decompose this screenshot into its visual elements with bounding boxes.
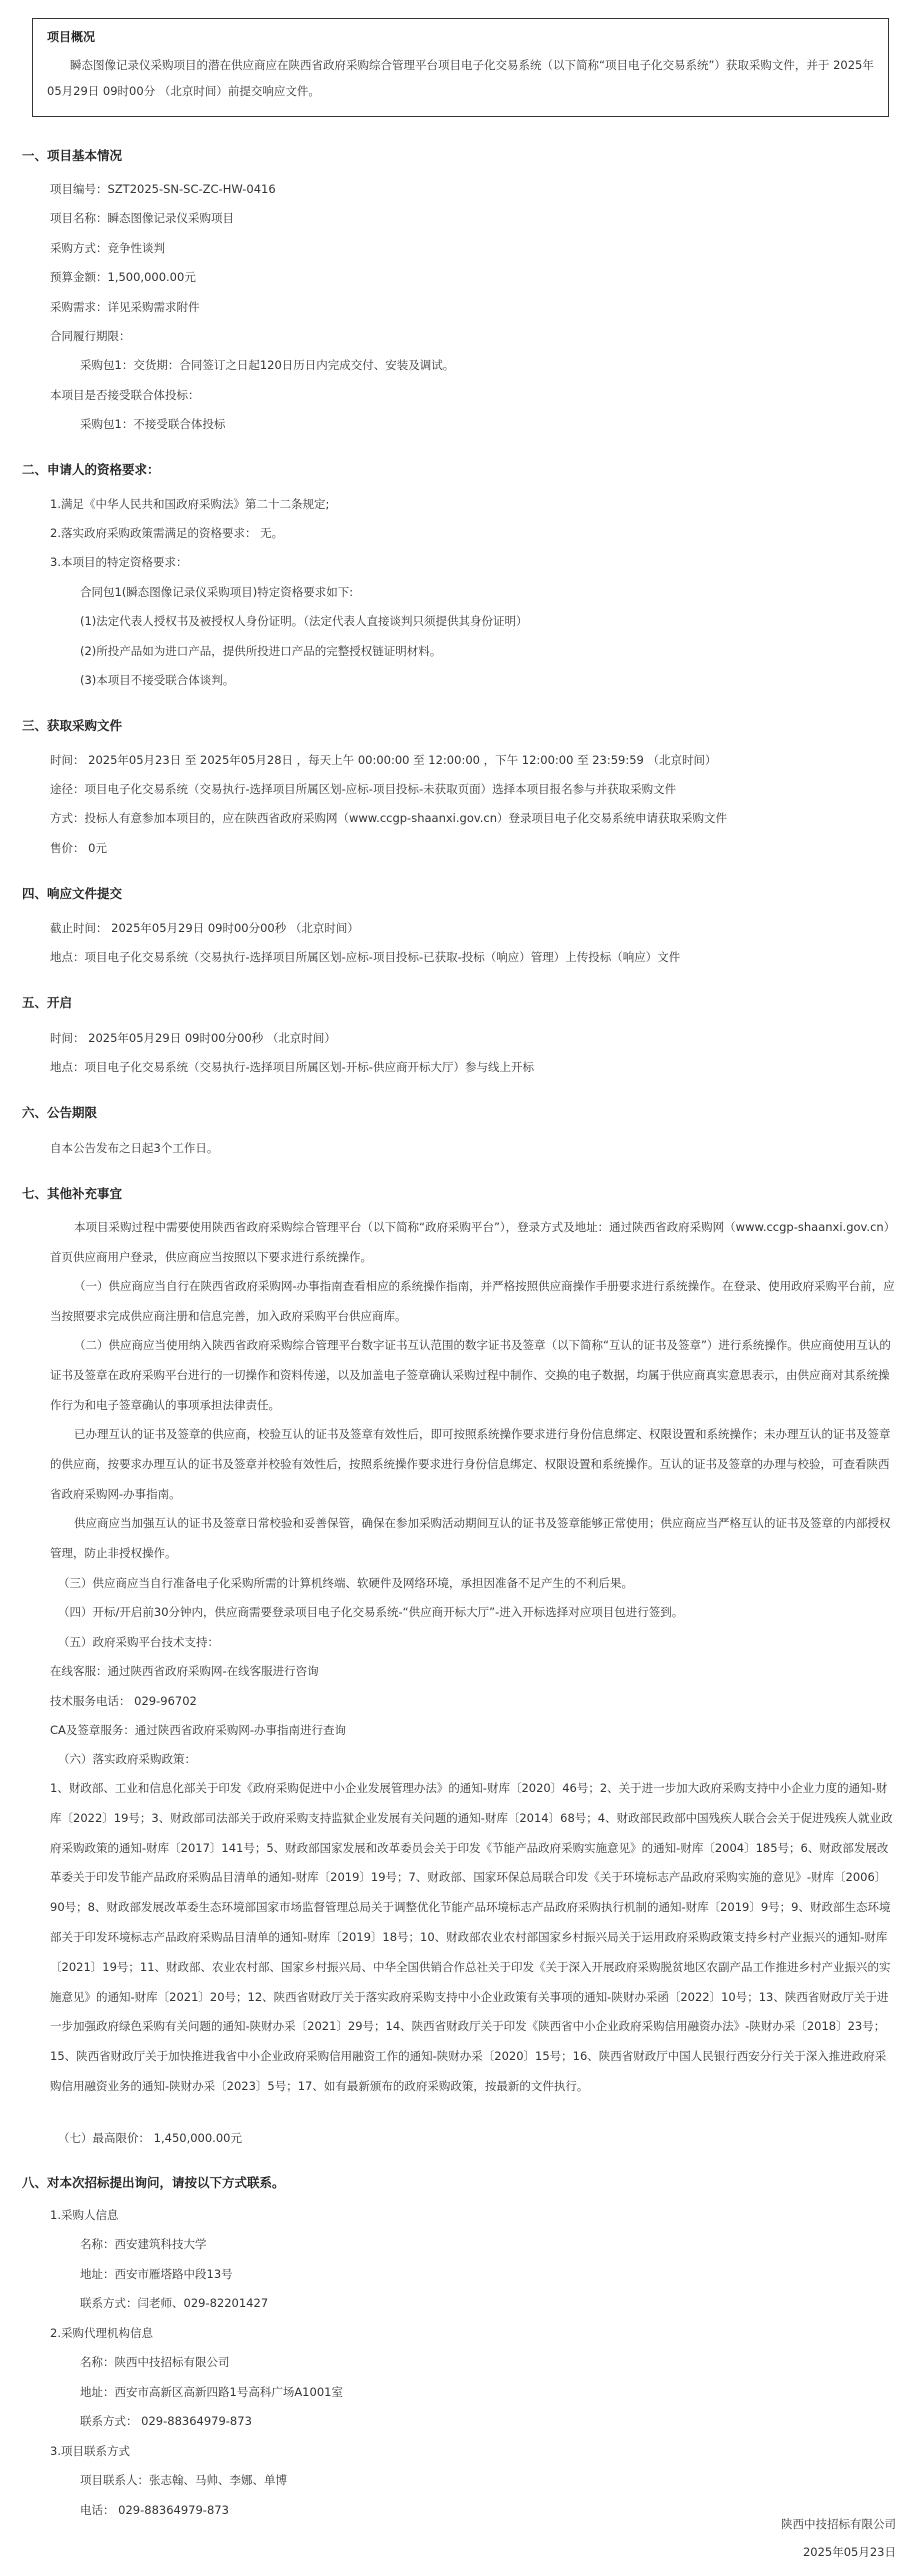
policy-list: 1、财政部、工业和信息化部关于印发《政府采购促进中小企业发展管理办法》的通知-财库〔2020〕46号；2、关于进一步加大政府采购支持中小企业力度的通知-财库〔2022〕19号；3、财政部司法部关于政府采购支持监狱企业发展有关问题的通知-财库〔2014〕68号；4、财政部民政部中国残疾人联合会关于促进残疾人就业政府采购政策的通知-财库〔2017〕141号；5、财政部国家发展和改革委员会关于印发《节能产品政府采购实施意见》的通知-财库〔2004〕185号；6、财政部发展改革委关于印发节能产品政府采购品目清单的通知-财库〔2019〕19号；7、财政部、国家环保总局联合印发《关于环境标志产品政府采购实施的意见》-财库〔2006〕90号；8、财政部发展改革委生态环境部国家市场监督管理总局关于调整优化节能产品环境标志产品政府采购执行机制的通知-财库〔2019〕9号；9、财政部生态环境部关于印发环境标志产品政府采购品目清单的通知-财库〔2019〕18号；10、财政部农业农村部国家乡村振兴局关于运用政府采购政策支持乡村产业振兴的通知-财库〔2021〕19号；11、财政部、农业农村部、国家乡村振兴局、中华全国供销合作总社关于印发《关于深入开展政府采购脱贫地区农副产品工作推进乡村产业振兴的实施意见》的通知-财库〔2021〕20号；12、陕西省财政厅关于落实政府采购支持中小企业政策有关事项的通知-陕财办采函〔2022〕10号；13、陕西省财政厅关于进一步加强政府绿色采购有关问题的通知-陕财办采〔2021〕29号；14、陕西省财政厅关于印发《陕西省中小企业政府采购信用融资办法》-陕财办采〔2018〕23号；15、陕西省财政厅关于加快推进我省中小企业政府采购信用融资工作的通知-陕财办采〔2020〕15号；16、陕西省财政厅中国人民银行西安分行关于深入推进政府采购信用融资业务的通知-陕财办采〔2023〕5号；17、如有最新颁布的政府采购政策，按最新的文件执行。 <box>50 1781 893 2093</box>
submission-deadline: 截止时间： 2025年05月29日 09时00分00秒 （北京时间） <box>50 921 359 935</box>
consortium-package1: 采购包1：不接受联合体投标 <box>80 417 226 431</box>
section-6-heading: 六、公告期限 <box>22 1105 98 1120</box>
section-8-heading: 八、对本次招标提出询问，请按以下方式联系。 <box>22 2175 285 2190</box>
supplement-item-5: （五）政府采购平台技术支持： <box>58 1635 219 1649</box>
tech-support-phone: 技术服务电话： 029-96702 <box>50 1694 197 1708</box>
agent-info-title: 2.采购代理机构信息 <box>50 2326 153 2340</box>
buyer-contact: 联系方式：闫老师、029-82201427 <box>80 2296 269 2310</box>
section-4-heading: 四、响应文件提交 <box>22 886 123 901</box>
announcement-period: 自本公告发布之日起3个工作日。 <box>50 1141 219 1155</box>
agent-contact: 联系方式： 029-88364979-873 <box>80 2414 252 2428</box>
package1-specific-requirements: 合同包1(瞬态图像记录仪采购项目)特定资格要求如下: <box>80 585 354 599</box>
agent-name: 名称：陕西中技招标有限公司 <box>80 2355 230 2369</box>
max-price: （七）最高限价： 1,450,000.00元 <box>58 2131 242 2145</box>
qualification-2: 2.落实政府采购政策需满足的资格要求： 无。 <box>50 526 284 540</box>
obtain-time: 时间： 2025年05月23日 至 2025年05月28日 ，每天上午 00:00:00 至 12:00:00 ，下午 12:00:00 至 23:59:59 （北京时间） <box>50 753 717 767</box>
project-contact-title: 3.项目联系方式 <box>50 2444 130 2458</box>
specific-requirement-2: (2)所投产品如为进口产品，提供所投进口产品的完整授权链证明材料。 <box>80 644 442 658</box>
agent-address: 地址：西安市高新区高新四路1号高科广场A1001室 <box>80 2385 343 2399</box>
contract-term-package1: 采购包1：交货期：合同签订之日起120日历日内完成交付、安装及调试。 <box>80 358 455 372</box>
section-2-heading: 二、申请人的资格要求： <box>22 462 160 477</box>
specific-requirement-1: (1)法定代表人授权书及被授权人身份证明。（法定代表人直接谈判只须提供其身份证明） <box>80 614 528 628</box>
signature-org: 陕西中技招标有限公司 <box>781 2517 896 2531</box>
project-contact-phone: 电话： 029-88364979-873 <box>80 2503 229 2517</box>
obtain-channel: 途径：项目电子化交易系统（交易执行-选择项目所属区划-应标-项目投标-未获取页面）选择本项目报名参与并获取采购文件 <box>50 782 677 796</box>
supplement-item-6: （六）落实政府采购政策： <box>58 1752 196 1766</box>
project-contact-persons: 项目联系人：张志翰、马帅、李娜、单博 <box>80 2473 287 2487</box>
obtain-method: 方式：投标人有意参加本项目的，应在陕西省政府采购网（www.ccgp-shaanxi.gov.cn）登录项目电子化交易系统申请获取采购文件 <box>50 811 728 825</box>
qualification-3: 3.本项目的特定资格要求： <box>50 555 188 569</box>
overview-title: 项目概况 <box>47 30 96 44</box>
opening-location: 地点：项目电子化交易系统（交易执行-选择项目所属区划-开标-供应商开标大厅）参与线上开标 <box>50 1060 534 1074</box>
ca-signature-service: CA及签章服务：通过陕西省政府采购网-办事指南进行查询 <box>50 1723 347 1737</box>
project-overview-box <box>32 18 889 117</box>
supplement-item-3: （三）供应商应当自行准备电子化采购所需的计算机终端、软硬件及网络环境，承担因准备不足产生的不利后果。 <box>58 1576 633 1590</box>
consortium-label: 本项目是否接受联合体投标： <box>50 388 200 402</box>
supplement-paragraph-1: 本项目采购过程中需要使用陕西省政府采购综合管理平台（以下简称“政府采购平台”），登录方式及地址：通过陕西省政府采购网（www.ccgp-shaanxi.gov.cn）首页供应商用户登录，供应商应当按照以下要求进行系统操作。 <box>50 1220 896 1264</box>
specific-requirement-3: (3)本项目不接受联合体谈判。 <box>80 673 235 687</box>
procurement-method: 采购方式：竞争性谈判 <box>50 241 165 255</box>
qualification-1: 1.满足《中华人民共和国政府采购法》第二十二条规定; <box>50 497 330 511</box>
section-5-heading: 五、开启 <box>22 995 73 1010</box>
supplement-paragraph-5: 供应商应当加强互认的证书及签章日常校验和妥善保管，确保在参加采购活动期间互认的证书及签章能够正常使用；供应商应当严格互认的证书及签章的内部授权管理，防止非授权操作。 <box>50 1516 891 1560</box>
contract-term-label: 合同履行期限： <box>50 329 131 343</box>
submission-location: 地点：项目电子化交易系统（交易执行-选择项目所属区划-应标-项目投标-已获取-投标（响应）管理）上传投标（响应）文件 <box>50 950 681 964</box>
section-7-heading: 七、其他补充事宜 <box>22 1186 123 1201</box>
section-1-heading: 一、项目基本情况 <box>22 148 123 163</box>
signature-date: 2025年05月23日 <box>802 2545 896 2559</box>
document-price: 售价： 0元 <box>50 841 107 855</box>
buyer-address: 地址：西安市雁塔路中段13号 <box>80 2267 233 2281</box>
budget-amount: 预算金额：1,500,000.00元 <box>50 270 196 284</box>
project-name: 项目名称：瞬态图像记录仪采购项目 <box>50 211 234 225</box>
supplement-paragraph-4: 已办理互认的证书及签章的供应商，校验互认的证书及签章有效性后，即可按照系统操作要求进行身份信息绑定、权限设置和系统操作；未办理互认的证书及签章的供应商，按要求办理互认的证书及签章并校验有效性后，按照系统操作要求进行身份信息绑定、权限设置和系统操作。互认的证书及签章的办理与校验，可查看陕西省政府采购网-办事指南。 <box>50 1427 891 1501</box>
opening-time: 时间： 2025年05月29日 09时00分00秒 （北京时间） <box>50 1031 336 1045</box>
supplement-paragraph-3: （二）供应商应当使用纳入陕西省政府采购综合管理平台数字证书互认范围的数字证书及签章（以下简称“互认的证书及签章”）进行系统操作。供应商使用互认的证书及签章在政府采购平台进行的一切操作和资料传递，以及加盖电子签章确认采购过程中制作、交换的电子数据，均属于供应商真实意思表示，由供应商对其系统操作行为和电子签章确认的事项承担法律责任。 <box>50 1338 891 1412</box>
supplement-paragraph-2: （一）供应商应当自行在陕西省政府采购网-办事指南查看相应的系统操作指南，并严格按照供应商操作手册要求进行系统操作。在登录、使用政府采购平台前，应当按照要求完成供应商注册和信息完善，加入政府采购平台供应商库。 <box>50 1279 895 1323</box>
online-service: 在线客服：通过陕西省政府采购网-在线客服进行咨询 <box>50 1664 319 1678</box>
project-number: 项目编号：SZT2025-SN-SC-ZC-HW-0416 <box>50 182 276 196</box>
supplement-item-4: （四）开标/开启前30分钟内，供应商需要登录项目电子化交易系统-“供应商开标大厅”-进入开标选择对应项目包进行签到。 <box>58 1605 684 1619</box>
procurement-requirement: 采购需求：详见采购需求附件 <box>50 300 200 314</box>
buyer-name: 名称：西安建筑科技大学 <box>80 2237 207 2251</box>
buyer-info-title: 1.采购人信息 <box>50 2208 119 2222</box>
section-3-heading: 三、获取采购文件 <box>22 718 123 733</box>
overview-body: 瞬态图像记录仪采购项目的潜在供应商应在陕西省政府采购综合管理平台项目电子化交易系统（以下简称“项目电子化交易系统”）获取采购文件，并于 2025年05月29日 09时00分 （北京时间）前提交响应文件。 <box>47 57 874 98</box>
